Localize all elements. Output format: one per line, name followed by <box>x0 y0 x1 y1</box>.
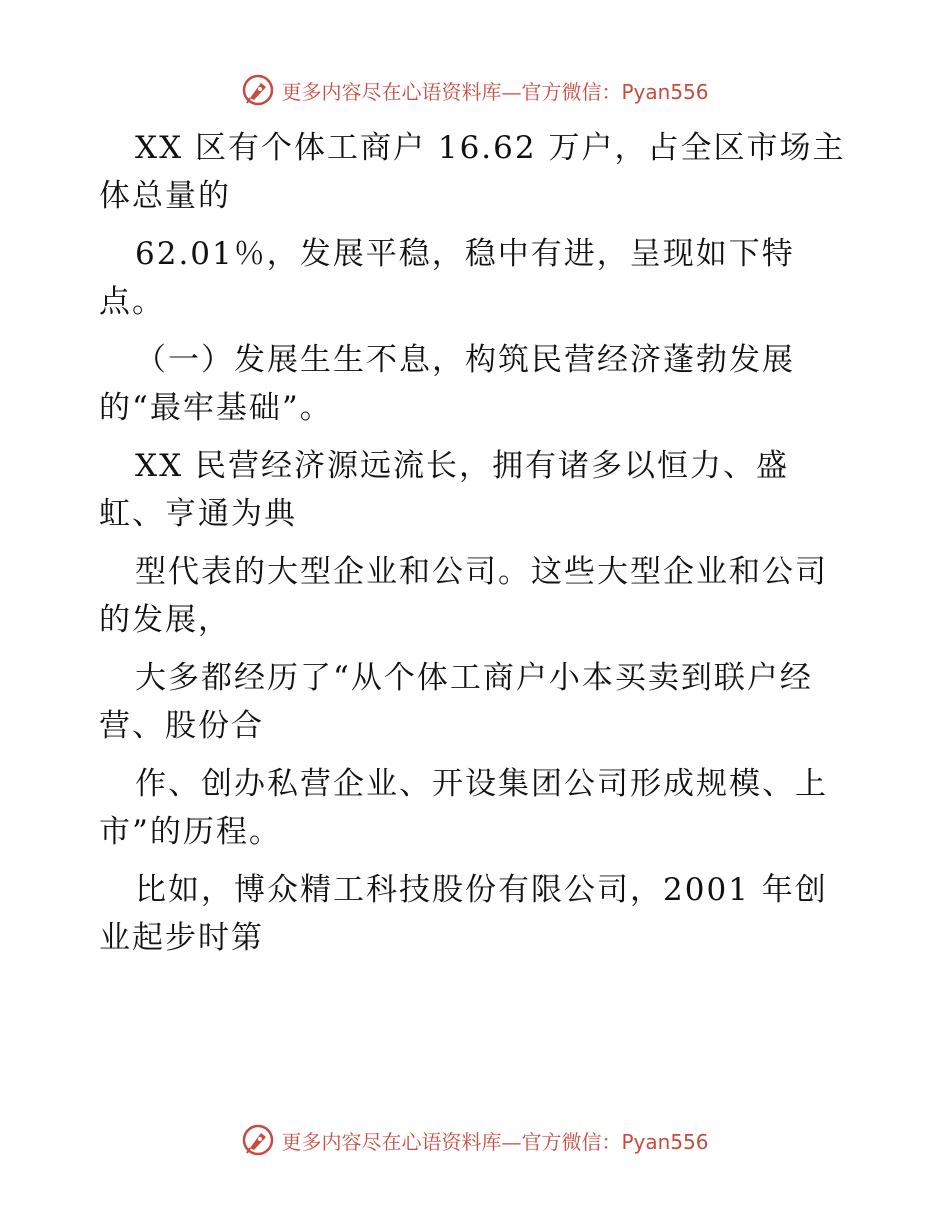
paragraph-line: 大多都经历了“从个体工商户小本买卖到联户经 <box>135 660 813 696</box>
paragraph-line: 比如，博众精工科技股份有限公司，2001 年创 <box>135 872 828 908</box>
paragraph-line: 的发展， <box>99 602 231 638</box>
paragraph-line: 虹、亨通为典 <box>99 496 297 532</box>
footer-banner <box>0 1120 950 1160</box>
paragraph-line: 点。 <box>99 284 165 320</box>
banner-text-cn: 更多内容尽在心语资料库—官方微信： <box>281 1129 622 1154</box>
banner-text <box>281 76 708 105</box>
paragraph-line: 市”的历程。 <box>99 814 282 850</box>
document-body <box>99 124 869 972</box>
paragraph-line: 营、股份合 <box>99 708 264 744</box>
banner-text <box>281 1126 708 1155</box>
paragraph-line: 型代表的大型企业和公司。这些大型企业和公司 <box>135 554 828 590</box>
paragraph-line: 62.01％，发展平稳，稳中有进，呈现如下特 <box>135 236 795 272</box>
paragraph-line: XX 民营经济源远流长，拥有诸多以恒力、盛 <box>135 448 789 484</box>
banner-wechat-id: Pyan556 <box>621 79 709 104</box>
paragraph-line: XX 区有个体工商户 16.62 万户，占全区市场主 <box>135 130 846 166</box>
banner-text-cn: 更多内容尽在心语资料库—官方微信： <box>281 79 622 104</box>
header-banner <box>0 70 950 110</box>
paragraph-line: 业起步时第 <box>99 920 264 956</box>
pen-nib-logo-icon <box>241 73 275 107</box>
paragraph-line: 体总量的 <box>99 178 231 214</box>
section-heading-line: （一）发展生生不息，构筑民营经济蓬勃发展 <box>135 342 795 378</box>
pen-nib-logo-icon <box>241 1123 275 1157</box>
banner-wechat-id: Pyan556 <box>621 1129 709 1154</box>
paragraph-line: 作、创办私营企业、开设集团公司形成规模、上 <box>135 766 828 802</box>
section-heading-line: 的“最牢基础”。 <box>99 390 333 426</box>
